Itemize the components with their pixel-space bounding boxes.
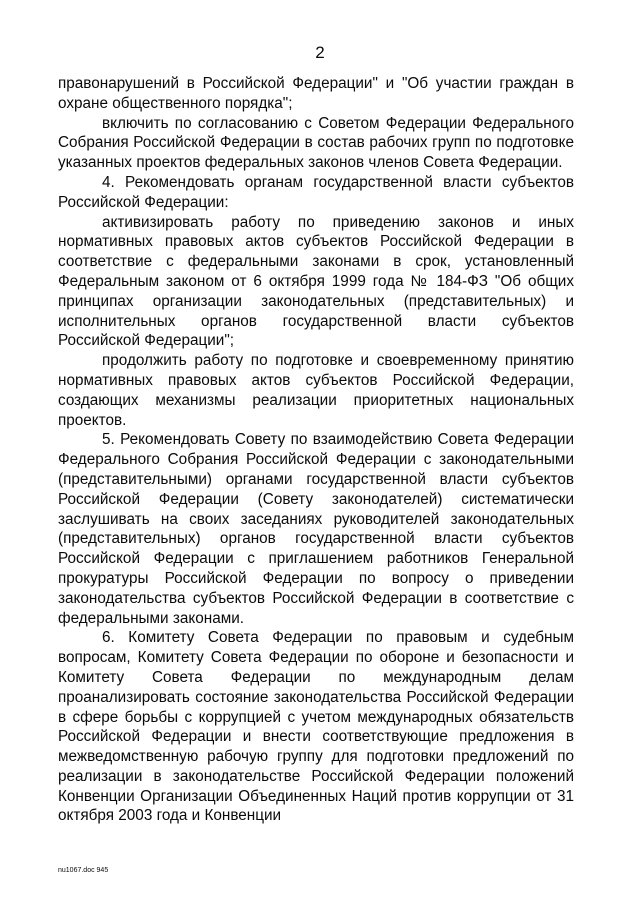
paragraph-item-5: 5. Рекомендовать Совету по взаимодействию Совета Федерации Федерального Собрания Российской Федерации с законодательными (представительными) органами государственной власти субъектов Российской Федерации (Совету законодателей) систематически заслушивать на своих заседаниях руководителей законодательных (представительных) органов государственной власти субъектов Российской Федерации с приглашением работников Генеральной прокуратуры Российской Федерации по вопросу о приведении законодательства субъектов Российской Федерации в соответствие с федеральными законами. bbox=[58, 431, 574, 627]
file-footer: nu1067.doc 945 bbox=[58, 867, 109, 874]
paragraph-continuation: правонарушений в Российской Федерации" и "Об участии граждан в охране общественного порядка"; bbox=[58, 75, 574, 112]
paragraph-item-4: 4. Рекомендовать органам государственной власти субъектов Российской Федерации: bbox=[58, 173, 574, 211]
paragraph-activate-work: активизировать работу по приведению законов и иных нормативных правовых актов субъектов Российской Федерации в соответствие с федеральными законами в срок, установленный Федеральным законом от 6 октября 1999 года № 184-ФЗ "Об общих принципах организации законодательных (представительных) и исполнительных органов государственной власти субъектов Российской Федерации"; bbox=[58, 213, 574, 350]
paragraph-item-6: 6. Комитету Совета Федерации по правовым и судебным вопросам, Комитету Совета Федерации по обороне и безопасности и Комитету Совета Федерации по международным делам проанализировать состояние законодательства Российской Федерации в сфере борьбы с коррупцией с учетом международных обязательств Российской Федерации и внести соответствующие предложения в межведомственную рабочую группу для подготовки предложений по реализации в законодательстве Российской Федерации положений Конвенции Организации Объединенных Наций против коррупции от 31 октября 2003 года и Конвенции bbox=[58, 629, 574, 825]
document-body bbox=[58, 74, 574, 826]
paragraph-include-members: включить по согласованию с Советом Федерации Федерального Собрания Российской Федерации в состав рабочих групп по подготовке указанных проектов федеральных законов членов Совета Федерации. bbox=[58, 114, 574, 172]
page-number: 2 bbox=[315, 43, 325, 62]
paragraph-continue-work: продолжить работу по подготовке и своевременному принятию нормативных правовых актов субъектов Российской Федерации, создающих механизмы реализации приоритетных национальных проектов. bbox=[58, 352, 574, 429]
